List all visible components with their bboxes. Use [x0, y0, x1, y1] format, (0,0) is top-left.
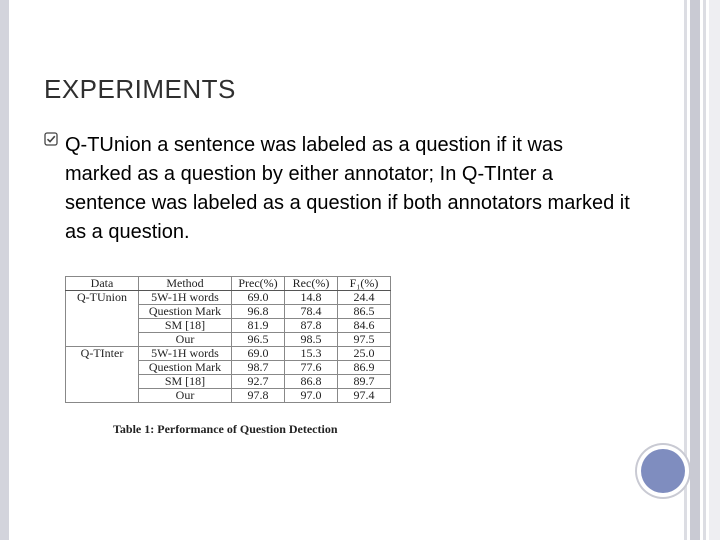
header-rec: Rec(%) — [285, 277, 338, 291]
prec-cell: 96.8 — [232, 305, 285, 319]
method-cell: Question Mark — [139, 305, 232, 319]
prec-cell: 81.9 — [232, 319, 285, 333]
method-cell: Our — [139, 389, 232, 403]
header-prec: Prec(%) — [232, 277, 285, 291]
method-cell: 5W-1H words — [139, 291, 232, 305]
rec-cell: 14.8 — [285, 291, 338, 305]
rec-cell: 97.0 — [285, 389, 338, 403]
right-decor-stripe — [690, 0, 700, 540]
header-f1: F₁(%) — [338, 277, 391, 291]
rec-cell: 77.6 — [285, 361, 338, 375]
method-cell: 5W-1H words — [139, 347, 232, 361]
prec-cell: 98.7 — [232, 361, 285, 375]
prec-cell: 69.0 — [232, 347, 285, 361]
prec-cell: 69.0 — [232, 291, 285, 305]
f1-cell: 86.5 — [338, 305, 391, 319]
checkbox-bullet-icon — [44, 132, 58, 146]
f1-cell: 89.7 — [338, 375, 391, 389]
right-decor-stripe — [709, 0, 720, 540]
prec-cell: 97.8 — [232, 389, 285, 403]
bullet-text: Q-TUnion a sentence was labeled as a question if it was marked as a question by either annotator; In Q-TInter a sentence was labeled as a question if both annotators marked it as a question. — [65, 134, 630, 243]
prec-cell: 96.5 — [232, 333, 285, 347]
table-header-row — [66, 277, 391, 291]
f1-cell: 84.6 — [338, 319, 391, 333]
method-cell: Question Mark — [139, 361, 232, 375]
results-table-image — [65, 276, 391, 403]
rec-cell: 15.3 — [285, 347, 338, 361]
f1-cell: 24.4 — [338, 291, 391, 305]
decor-circle — [641, 449, 685, 493]
f1-cell: 25.0 — [338, 347, 391, 361]
rec-cell: 78.4 — [285, 305, 338, 319]
method-cell: SM [18] — [139, 319, 232, 333]
table-row — [66, 291, 391, 305]
data-cell: Q-TUnion — [66, 291, 139, 347]
f1-cell: 97.5 — [338, 333, 391, 347]
rec-cell: 98.5 — [285, 333, 338, 347]
header-data: Data — [66, 277, 139, 291]
method-cell: Our — [139, 333, 232, 347]
rec-cell: 86.8 — [285, 375, 338, 389]
right-decor-stripe — [684, 0, 687, 540]
f1-cell: 86.9 — [338, 361, 391, 375]
left-decor-bar — [0, 0, 9, 540]
table-caption: Table 1: Performance of Question Detection — [113, 422, 338, 436]
results-table — [65, 276, 391, 403]
slide-title: EXPERIMENTS — [44, 74, 236, 104]
right-decor-bars — [684, 0, 720, 540]
prec-cell: 92.7 — [232, 375, 285, 389]
header-method: Method — [139, 277, 232, 291]
right-decor-stripe — [703, 0, 706, 540]
method-cell: SM [18] — [139, 375, 232, 389]
table-row — [66, 347, 391, 361]
rec-cell: 87.8 — [285, 319, 338, 333]
data-cell: Q-TInter — [66, 347, 139, 403]
f1-cell: 97.4 — [338, 389, 391, 403]
